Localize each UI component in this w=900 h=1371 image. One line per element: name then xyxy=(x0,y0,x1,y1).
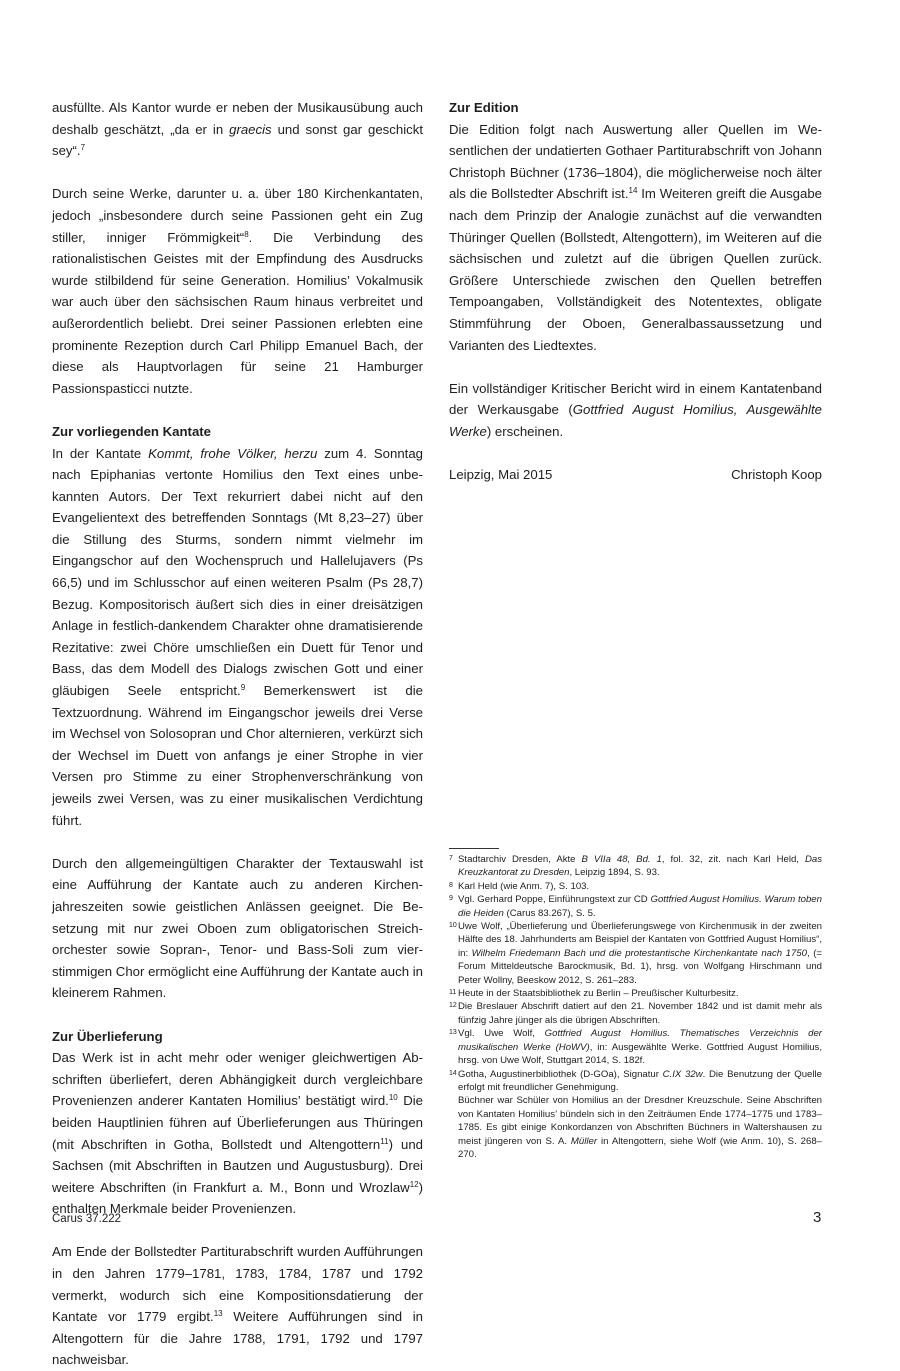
signature-author: Christoph Koop xyxy=(731,467,822,483)
footnote-13: 13 Vgl. Uwe Wolf, Gottfried August Homilius. Thematisches Verzeichnis der musikalischen Werke (HoWV), in: Ausgewählte Werke. Gottfried August Homilius, hrsg. von Uwe Wolf, Stuttgart 2014, S. 182f. xyxy=(449,1028,823,1067)
signature-line xyxy=(449,464,822,486)
footnote-ref-12[interactable]: 12 xyxy=(409,1179,419,1189)
footnotes xyxy=(449,848,822,1161)
footnote-12: 12 Die Breslauer Abschrift datiert auf den 21. November 1842 und ist damit mehr als fünfzig Jahre jünger als die übrigen Abschriften. xyxy=(449,1001,822,1026)
footnote-8: 8 Karl Held (wie Anm. 7), S. 103. xyxy=(449,880,590,892)
footnote-ref-8[interactable]: 8 xyxy=(244,229,249,239)
footnote-7: 7 Stadtarchiv Dresden, Akte B VIIa 48, Bd. 1, fol. 32, zit. nach Karl Held, Das Kreuzkantorat zu Dresden, Leipzig 1894, S. 93. xyxy=(449,854,822,879)
paragraph-kantate: In der Kantate Kommt, frohe Völker, herzu zum 4. Sonntag nach Epiphanias vertonte Homilius den Text eines unbekannten Autors. Der Text rekurriert dabei nicht auf den Evangelientext des betreffenden Sonntags (Mt 8,23–27) über die Stillung des Sturms, sondern nimmt vielmehr im Eingangschor auf den Wochenspruch und Hallelujavers (Ps 66,5) und im Schlusschor auf einen weiteren Psalm (Ps 28,7) Bezug. Kompositorisch äußert sich dies in einer dreisätzigen Anlage in festlich-dankendem Charakter ohne dramatisierende Rezitative: zwei Chöre umschließen ein Duett für Tenor und Bass, das dem Modell des Dialogs zwischen Gott und einer gläubigen Seele entspricht.$^9$ Bemerkenswert ist die Textzuordnung. Während im Eingangschor jeweils drei Verse im Wechsel von Solosopran und Chor alternieren, verkürzt sich der Wechsel im Duett von anfangs je einer Strophe in vier Versen pro Stimme zu einer Strophenverschränkung von jeweils zwei Versen, was zu einer musikalischen Verdichtung führt. xyxy=(52,445,423,828)
footnote-ref-9[interactable]: 9 xyxy=(240,683,246,693)
heading-kantate: Zur vorliegenden Kantate xyxy=(52,423,212,439)
page-number: 3 xyxy=(813,1209,822,1226)
paragraph-kantor: ausfüllte. Als Kantor wurde er neben der Musikausübung auch deshalb geschätzt, „da er in graecis und sonst gar geschickt sey“.$^7$ xyxy=(52,100,423,159)
footnote-14-continued: Büchner war Schüler von Homilius an der Dresdner Kreuzschule. Seine Abschriften von Kantaten Homilius’ bündeln sich in den Zeiträumen Ende 1774–1775 und 1783–1785. Es gibt einige Konkordanzen von Abschriften Büchners in Waltershausen zu meist jüngeren von S. A. Müller in Altengottern, siehe Wolf (wie Anm. 10), S. 268–270. xyxy=(458,1095,822,1160)
footnote-ref-10[interactable]: 10 xyxy=(388,1093,398,1103)
catalog-number: Carus 37.222 xyxy=(52,1213,122,1225)
footnote-ref-7[interactable]: 7 xyxy=(80,143,86,153)
heading-ueberlieferung: Zur Überlieferung xyxy=(52,1028,163,1044)
heading-edition: Zur Edition xyxy=(449,100,519,115)
right-column xyxy=(449,97,822,486)
paragraph-werke: Durch seine Werke, darunter u. a. über 180 Kirchenkantaten, jedoch „insbesondere durch seine Passionen geht ein Zug stiller, inniger Frömmigkeit“$^8$. Die Verbindung des rationalistischen Geistes mit der Empfindung des Ausdrucks wurde stilbildend für seine Generation. Homilius’ Vokalmusik war auch über den sächsischen Raum hinaus verbreitet und außerordentlich beliebt. Drei seiner Passionen erlebten eine prominente Rezeption durch Carl Philipp Emanuel Bach, der diese als Hauptvorlagen für seine 21 Hamburger Passionspasticci nutzte. xyxy=(52,186,424,396)
paragraph-edition: Die Edition folgt nach Auswertung aller Quellen im Wesentlichen der undatierten Gothaer Partiturabschrift von Johann Christoph Büchner (1736–1804), die möglicherweise noch älter als die Bollstedter Abschrift ist.$^{14}$ Im Weiteren greift die Ausgabe nach dem Prinzip der Analogie zunächst auf die verwandten Thüringer Quellen (Bollstedt, Altengottern), im Weiteren auf die sächsischen und zuletzt auf die übrigen Quellen zurück. Größere Unterschiede zwischen den Quellen betreffen Tempoangaben, Vollständigkeit des Notentextes, obligate Stimmführung der Oboen, Generalbassaussetzung und Varianten des Liedtextes. xyxy=(449,121,823,353)
section-kantate xyxy=(52,421,423,831)
section-ueberlieferung xyxy=(52,1026,423,1220)
footnote-ref-14[interactable]: 14 xyxy=(628,186,638,196)
signature-place-date: Leipzig, Mai 2015 xyxy=(449,467,553,483)
left-column xyxy=(52,97,423,1371)
paragraph-bericht: Ein vollständiger Kritischer Bericht wird in einem Kantatenband der Werkausgabe (Gottfried August Homilius, Ausgewählte Werke) erscheinen. xyxy=(449,380,822,439)
paragraph-bollstedt: Am Ende der Bollstedter Partiturabschrift wurden Aufführungen in den Jahren 1779–1781, 1783, 1784, 1787 und 1792 vermerkt, wodurch sich eine Kompositionsdatierung der Kantate vor 1779 ergibt.$^{13}$ Weitere Aufführungen sind in Altengottern für die Jahre 1788, 1791, 1792 und 1797 nachweisbar. xyxy=(52,1244,424,1368)
section-edition xyxy=(449,97,822,356)
paragraph-auffuehrung: Durch den allgemeingültigen Charakter der Textauswahl ist eine Aufführung der Kantate auch zu anderen Kirchenjahreszeiten sowie geistlichen Anlässen geeignet. Die Besetzung mit nur zwei Oboen zum obligatorischen Streichorchester sowie Sopran-, Tenor- und Bass-Soli zum vierstimmigen Chor ermöglicht eine Aufführung der Kantate auch in kleinerem Rahmen. xyxy=(52,855,423,1001)
footnote-10: 10 Uwe Wolf, „Überlieferung und Überlieferungswege von Kirchenmusik in der zweiten Hälfte des 18. Jahrhunderts am Beispiel der Kantaten von Gottfried August Homilius“, in: Wilhelm Friedemann Bach und die protestantische Kirchenkantate nach 1750, (= Forum Mitteldeutsche Barockmusik, Bd. 1), hrsg. von Wolfgang Hirschmann und Peter Wollny, Beeskow 2012, S. 261–283. xyxy=(449,921,822,986)
paragraph-ueberlieferung: Das Werk ist in acht mehr oder weniger gleichwertigen Abschriften überliefert, deren Abhängigkeit durch vergleichbare Provenienzen anderer Kantaten Homilius’ bestätigt wird.$^{10}$ Die beiden Hauptlinien führen auf Überlieferungen aus Thüringen (mit Abschriften in Gotha, Bollstedt und Altengottern$^{11}$) und Sachsen (mit Abschriften in Bautzen und Augustusburg). Drei weitere Abschriften (in Frankfurt a. M., Bonn und Wrozlaw$^{12}$) enthalten Merkmale beider Provenienzen. xyxy=(52,1050,423,1217)
footnote-ref-11[interactable]: 11 xyxy=(380,1136,389,1146)
footnote-divider xyxy=(449,848,499,849)
footnote-9: 9 Vgl. Gerhard Poppe, Einführungstext zur CD Gottfried August Homilius. Warum toben die Heiden (Carus 83.267), S. 5. xyxy=(449,894,822,919)
footnote-11: 11 Heute in der Staatsbibliothek zu Berlin – Preußischer Kulturbesitz. xyxy=(449,988,739,1000)
footnote-ref-13[interactable]: 13 xyxy=(213,1309,223,1319)
footnote-14: 14 Gotha, Augustinerbibliothek (D-GOa), Signatur C.IX 32w. Die Benutzung der Quelle erfolgt mit freundlicher Genehmigung. xyxy=(449,1068,822,1093)
